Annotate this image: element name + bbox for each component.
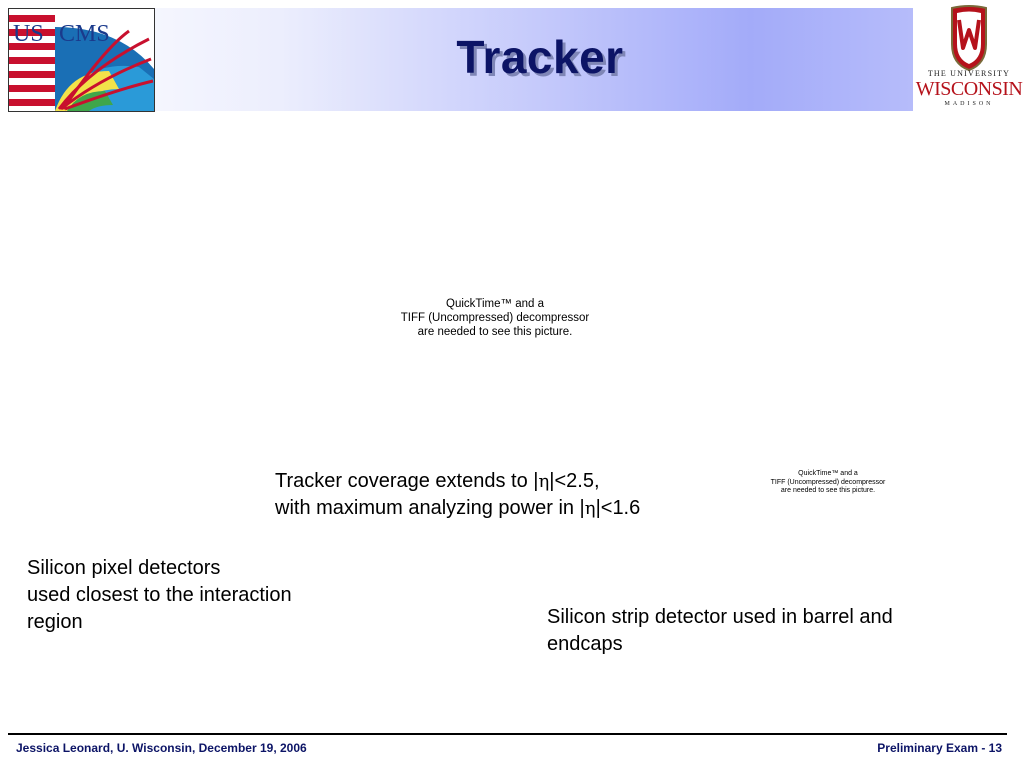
coverage-line-1 xyxy=(275,468,640,495)
coverage-line-2-post: |<1.6 xyxy=(595,497,641,519)
pixel-line: Silicon pixel detectors xyxy=(27,557,221,579)
placeholder-line: TIFF (Uncompressed) decompressor xyxy=(400,312,590,324)
uscms-logo xyxy=(8,8,155,112)
placeholder-line: are needed to see this picture. xyxy=(417,326,573,338)
eta-symbol: η xyxy=(538,471,550,492)
placeholder-line: QuickTime™ and a xyxy=(798,470,858,477)
footer-page-number: Preliminary Exam - 13 xyxy=(877,741,1002,755)
placeholder-line: QuickTime™ and a xyxy=(446,298,544,310)
uscms-logo-us-text: US xyxy=(13,21,44,47)
strip-line: endcaps xyxy=(547,633,623,655)
pixel-line: region xyxy=(27,611,83,633)
footer-divider xyxy=(8,733,1007,735)
coverage-line-1-pre: Tracker coverage extends to | xyxy=(275,470,539,492)
pixel-detector-text xyxy=(27,555,347,636)
footer-author: Jessica Leonard, U. Wisconsin, December 19, 2006 xyxy=(16,741,307,755)
uw-logo-line3: MADISON xyxy=(944,101,994,107)
strip-line: Silicon strip detector used in barrel and xyxy=(547,606,893,628)
pixel-line: used closest to the interaction xyxy=(27,584,292,606)
uw-logo-line2: WISCONSIN xyxy=(915,78,1023,100)
uw-logo-line1: THE UNIVERSITY xyxy=(927,69,1011,78)
eta-symbol: η xyxy=(584,498,596,519)
placeholder-line: TIFF (Uncompressed) decompressor xyxy=(770,478,886,486)
quicktime-placeholder-main xyxy=(360,297,630,339)
uscms-logo-cms-text: CMS xyxy=(59,21,110,47)
strip-detector-text xyxy=(547,604,967,658)
coverage-line-2-pre: with maximum analyzing power in | xyxy=(275,497,585,519)
placeholder-line: are needed to see this picture. xyxy=(780,487,876,494)
page-title: Tracker xyxy=(456,31,624,83)
coverage-text xyxy=(275,468,640,522)
coverage-line-1-post: |<2.5, xyxy=(549,470,600,492)
coverage-line-2 xyxy=(275,495,640,522)
quicktime-placeholder-small xyxy=(760,470,896,496)
